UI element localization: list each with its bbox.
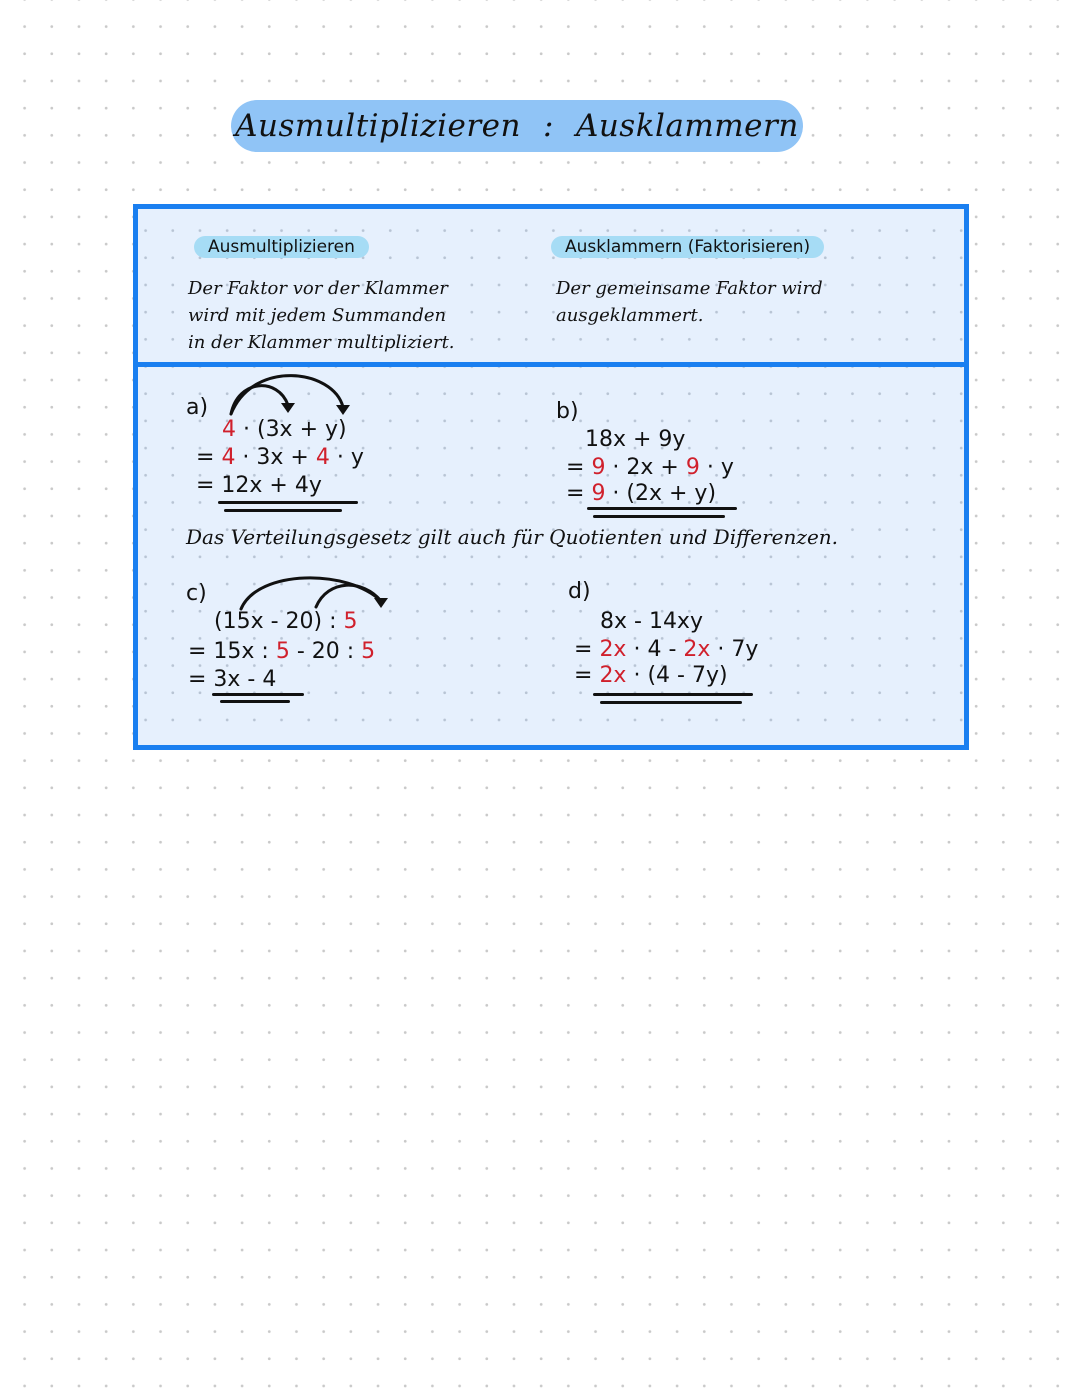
heading-ausklammern: Ausklammern (Faktorisieren) [551, 236, 824, 258]
example-d-line2: = 2x · 4 - 2x · 7y [574, 637, 759, 662]
double-underline [224, 509, 342, 512]
distributive-law-note: Das Verteilungsgesetz gilt auch für Quotienten und Differenzen. [186, 525, 839, 549]
example-b-line1: 18x + 9y [585, 427, 686, 452]
example-a-label: a) [186, 395, 209, 420]
factor: 4 [222, 417, 236, 442]
definition-line: Der gemeinsame Faktor wird [556, 278, 823, 299]
title-left: Ausmultiplizieren [235, 108, 521, 144]
title-right: Ausklammern [575, 108, 799, 144]
example-c-line1: (15x - 20) : 5 [214, 609, 358, 634]
heading-ausmultiplizieren: Ausmultiplizieren [194, 236, 369, 258]
example-b-line2: = 9 · 2x + 9 · y [566, 455, 734, 480]
double-underline [212, 693, 304, 696]
page-title [231, 100, 803, 152]
definition-line: Der Faktor vor der Klammer [188, 278, 448, 299]
example-a-result: = 12x + 4y [196, 473, 322, 498]
example-c-label: c) [186, 581, 207, 606]
example-d-result: = 2x · (4 - 7y) [574, 663, 728, 688]
double-underline [218, 501, 358, 504]
definition-line: wird mit jedem Summanden [188, 305, 447, 326]
example-b-result: = 9 · (2x + y) [566, 481, 717, 506]
example-c-line2: = 15x : 5 - 20 : 5 [188, 639, 376, 664]
example-d-label: d) [568, 579, 591, 604]
definition-line: ausgeklammert. [556, 305, 704, 326]
double-underline [600, 701, 742, 704]
double-underline [220, 700, 290, 703]
example-c-result: = 3x - 4 [188, 667, 277, 692]
double-underline [593, 693, 753, 696]
double-underline [593, 515, 725, 518]
double-underline [587, 507, 737, 510]
example-b-label: b) [556, 399, 579, 424]
example-a-line2: = 4 · 3x + 4 · y [196, 445, 364, 470]
example-a-line1: 4 · (3x + y) [222, 417, 347, 442]
summary-box [133, 204, 969, 750]
title-separator: : [542, 108, 554, 144]
definition-line: in der Klammer multipliziert. [188, 332, 455, 353]
example-d-line1: 8x - 14xy [600, 609, 703, 634]
